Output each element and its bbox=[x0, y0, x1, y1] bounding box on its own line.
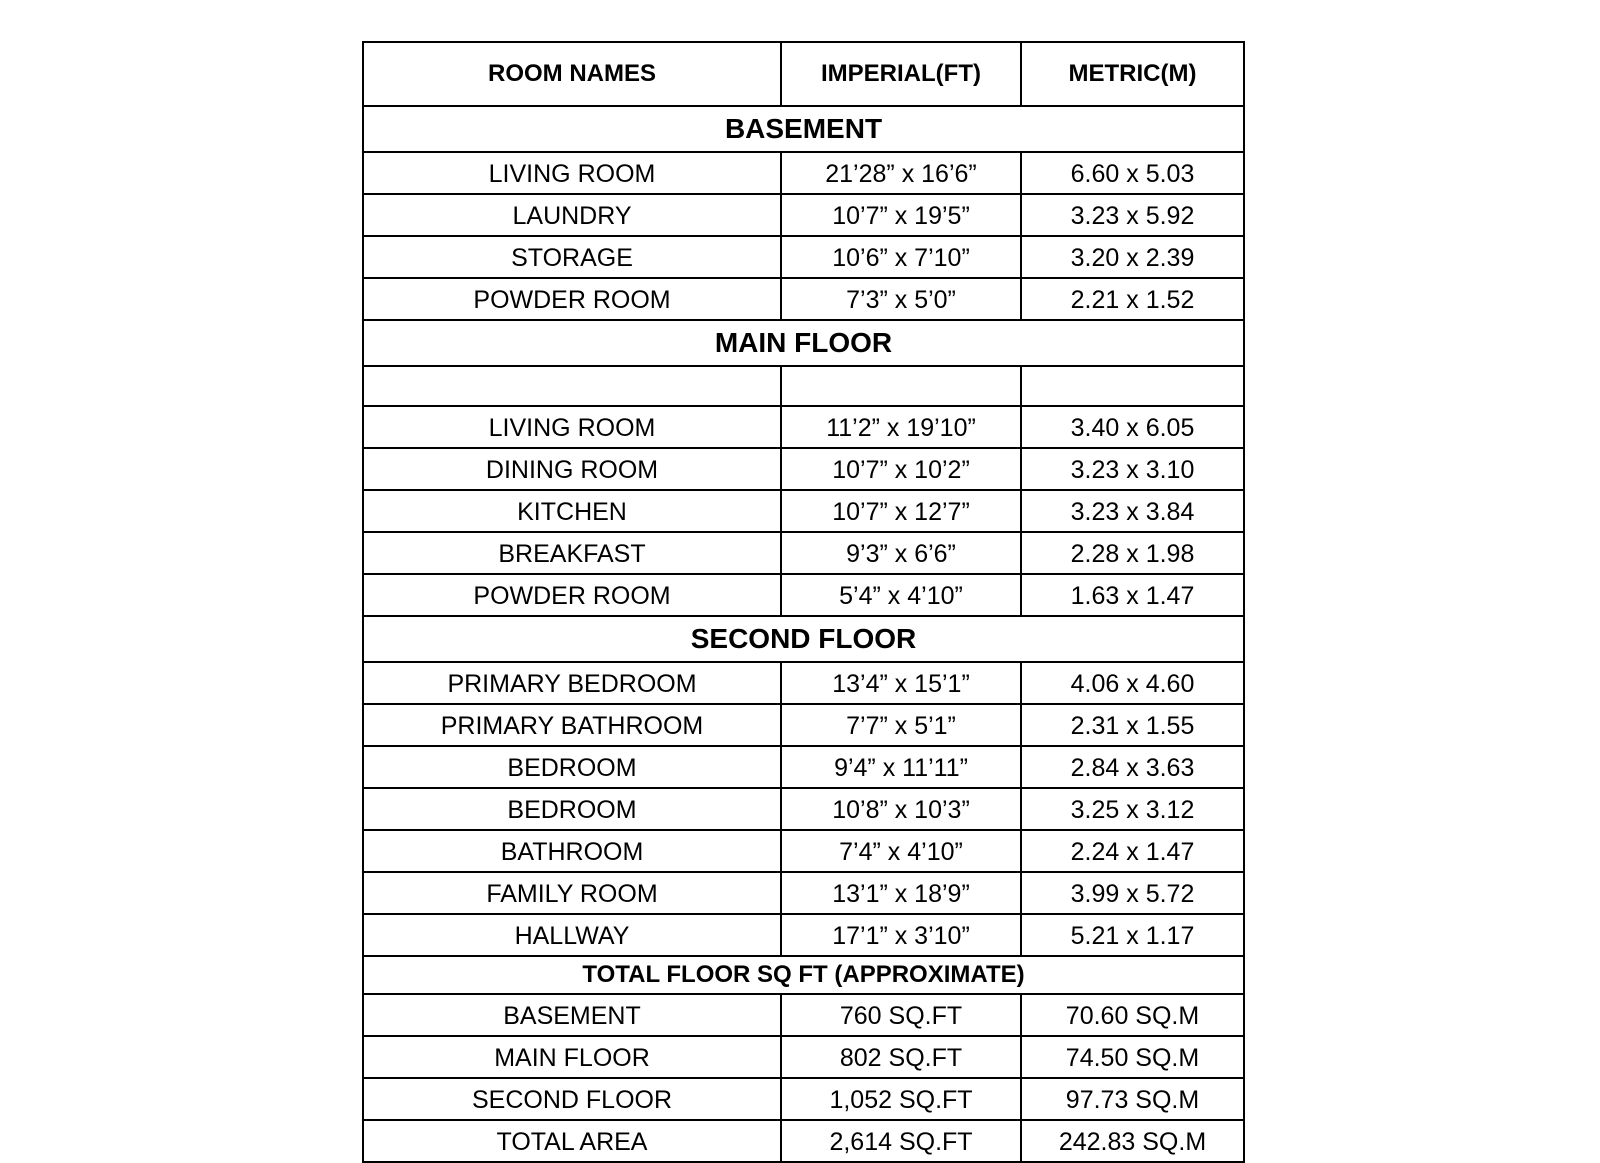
imperial-dimension: 10’7” x 10’2” bbox=[781, 448, 1021, 490]
section-title: SECOND FLOOR bbox=[363, 616, 1244, 662]
floor-name: BASEMENT bbox=[363, 994, 781, 1036]
blank-cell bbox=[781, 366, 1021, 406]
room-name: HALLWAY bbox=[363, 914, 781, 956]
section-title: TOTAL FLOOR SQ FT (APPROXIMATE) bbox=[363, 956, 1244, 994]
metric-dimension: 6.60 x 5.03 bbox=[1021, 152, 1244, 194]
section-header-second-floor bbox=[363, 616, 1244, 662]
imperial-dimension: 10’7” x 19’5” bbox=[781, 194, 1021, 236]
imperial-dimension: 11’2” x 19’10” bbox=[781, 406, 1021, 448]
room-name: LAUNDRY bbox=[363, 194, 781, 236]
section-title: BASEMENT bbox=[363, 106, 1244, 152]
section-header-basement bbox=[363, 106, 1244, 152]
table-row bbox=[363, 448, 1244, 490]
metric-dimension: 3.40 x 6.05 bbox=[1021, 406, 1244, 448]
imperial-dimension: 17’1” x 3’10” bbox=[781, 914, 1021, 956]
imperial-dimension: 13’1” x 18’9” bbox=[781, 872, 1021, 914]
imperial-dimension: 9’4” x 11’11” bbox=[781, 746, 1021, 788]
room-name: BEDROOM bbox=[363, 788, 781, 830]
section-header-totals bbox=[363, 956, 1244, 994]
metric-dimension: 2.84 x 3.63 bbox=[1021, 746, 1244, 788]
room-name: BATHROOM bbox=[363, 830, 781, 872]
table-row bbox=[363, 236, 1244, 278]
metric-dimension: 2.21 x 1.52 bbox=[1021, 278, 1244, 320]
metric-dimension: 2.24 x 1.47 bbox=[1021, 830, 1244, 872]
table-row bbox=[363, 278, 1244, 320]
header-imperial: IMPERIAL(FT) bbox=[781, 42, 1021, 106]
room-name: FAMILY ROOM bbox=[363, 872, 781, 914]
imperial-dimension: 10’8” x 10’3” bbox=[781, 788, 1021, 830]
metric-dimension: 3.23 x 5.92 bbox=[1021, 194, 1244, 236]
table-row bbox=[363, 490, 1244, 532]
header-row bbox=[363, 42, 1244, 106]
room-name: POWDER ROOM bbox=[363, 574, 781, 616]
imperial-dimension: 10’6” x 7’10” bbox=[781, 236, 1021, 278]
room-dimensions-table bbox=[362, 41, 1245, 1163]
imperial-dimension: 5’4” x 4’10” bbox=[781, 574, 1021, 616]
room-name: DINING ROOM bbox=[363, 448, 781, 490]
metric-dimension: 1.63 x 1.47 bbox=[1021, 574, 1244, 616]
room-name: STORAGE bbox=[363, 236, 781, 278]
header-room-names: ROOM NAMES bbox=[363, 42, 781, 106]
imperial-dimension: 21’28” x 16’6” bbox=[781, 152, 1021, 194]
room-name: KITCHEN bbox=[363, 490, 781, 532]
blank-cell bbox=[363, 366, 781, 406]
metric-dimension: 3.20 x 2.39 bbox=[1021, 236, 1244, 278]
metric-dimension: 2.28 x 1.98 bbox=[1021, 532, 1244, 574]
table-row bbox=[363, 1036, 1244, 1078]
table-row bbox=[363, 914, 1244, 956]
metric-area: 70.60 SQ.M bbox=[1021, 994, 1244, 1036]
table-row bbox=[363, 830, 1244, 872]
table-row bbox=[363, 1078, 1244, 1120]
table-row bbox=[363, 574, 1244, 616]
section-title: MAIN FLOOR bbox=[363, 320, 1244, 366]
metric-dimension: 3.23 x 3.10 bbox=[1021, 448, 1244, 490]
table-row bbox=[363, 994, 1244, 1036]
table-row bbox=[363, 662, 1244, 704]
section-header-main-floor bbox=[363, 320, 1244, 366]
table-row bbox=[363, 194, 1244, 236]
room-name: LIVING ROOM bbox=[363, 152, 781, 194]
metric-area: 242.83 SQ.M bbox=[1021, 1120, 1244, 1162]
imperial-area: 1,052 SQ.FT bbox=[781, 1078, 1021, 1120]
floor-name: SECOND FLOOR bbox=[363, 1078, 781, 1120]
floor-name: MAIN FLOOR bbox=[363, 1036, 781, 1078]
metric-dimension: 4.06 x 4.60 bbox=[1021, 662, 1244, 704]
room-name: BEDROOM bbox=[363, 746, 781, 788]
metric-dimension: 3.25 x 3.12 bbox=[1021, 788, 1244, 830]
metric-dimension: 3.23 x 3.84 bbox=[1021, 490, 1244, 532]
table-row bbox=[363, 788, 1244, 830]
room-name: PRIMARY BATHROOM bbox=[363, 704, 781, 746]
metric-area: 74.50 SQ.M bbox=[1021, 1036, 1244, 1078]
table-row bbox=[363, 406, 1244, 448]
table-row-total bbox=[363, 1120, 1244, 1162]
metric-dimension: 5.21 x 1.17 bbox=[1021, 914, 1244, 956]
imperial-dimension: 10’7” x 12’7” bbox=[781, 490, 1021, 532]
imperial-area: 2,614 SQ.FT bbox=[781, 1120, 1021, 1162]
metric-dimension: 3.99 x 5.72 bbox=[1021, 872, 1244, 914]
floor-name: TOTAL AREA bbox=[363, 1120, 781, 1162]
table-row bbox=[363, 872, 1244, 914]
table-row bbox=[363, 532, 1244, 574]
imperial-dimension: 7’7” x 5’1” bbox=[781, 704, 1021, 746]
blank-row bbox=[363, 366, 1244, 406]
room-name: BREAKFAST bbox=[363, 532, 781, 574]
metric-area: 97.73 SQ.M bbox=[1021, 1078, 1244, 1120]
blank-cell bbox=[1021, 366, 1244, 406]
imperial-area: 802 SQ.FT bbox=[781, 1036, 1021, 1078]
imperial-dimension: 13’4” x 15’1” bbox=[781, 662, 1021, 704]
table-row bbox=[363, 152, 1244, 194]
imperial-area: 760 SQ.FT bbox=[781, 994, 1021, 1036]
room-name: POWDER ROOM bbox=[363, 278, 781, 320]
room-name: LIVING ROOM bbox=[363, 406, 781, 448]
table-row bbox=[363, 704, 1244, 746]
header-metric: METRIC(M) bbox=[1021, 42, 1244, 106]
room-name: PRIMARY BEDROOM bbox=[363, 662, 781, 704]
imperial-dimension: 9’3” x 6’6” bbox=[781, 532, 1021, 574]
imperial-dimension: 7’3” x 5’0” bbox=[781, 278, 1021, 320]
imperial-dimension: 7’4” x 4’10” bbox=[781, 830, 1021, 872]
metric-dimension: 2.31 x 1.55 bbox=[1021, 704, 1244, 746]
table-row bbox=[363, 746, 1244, 788]
